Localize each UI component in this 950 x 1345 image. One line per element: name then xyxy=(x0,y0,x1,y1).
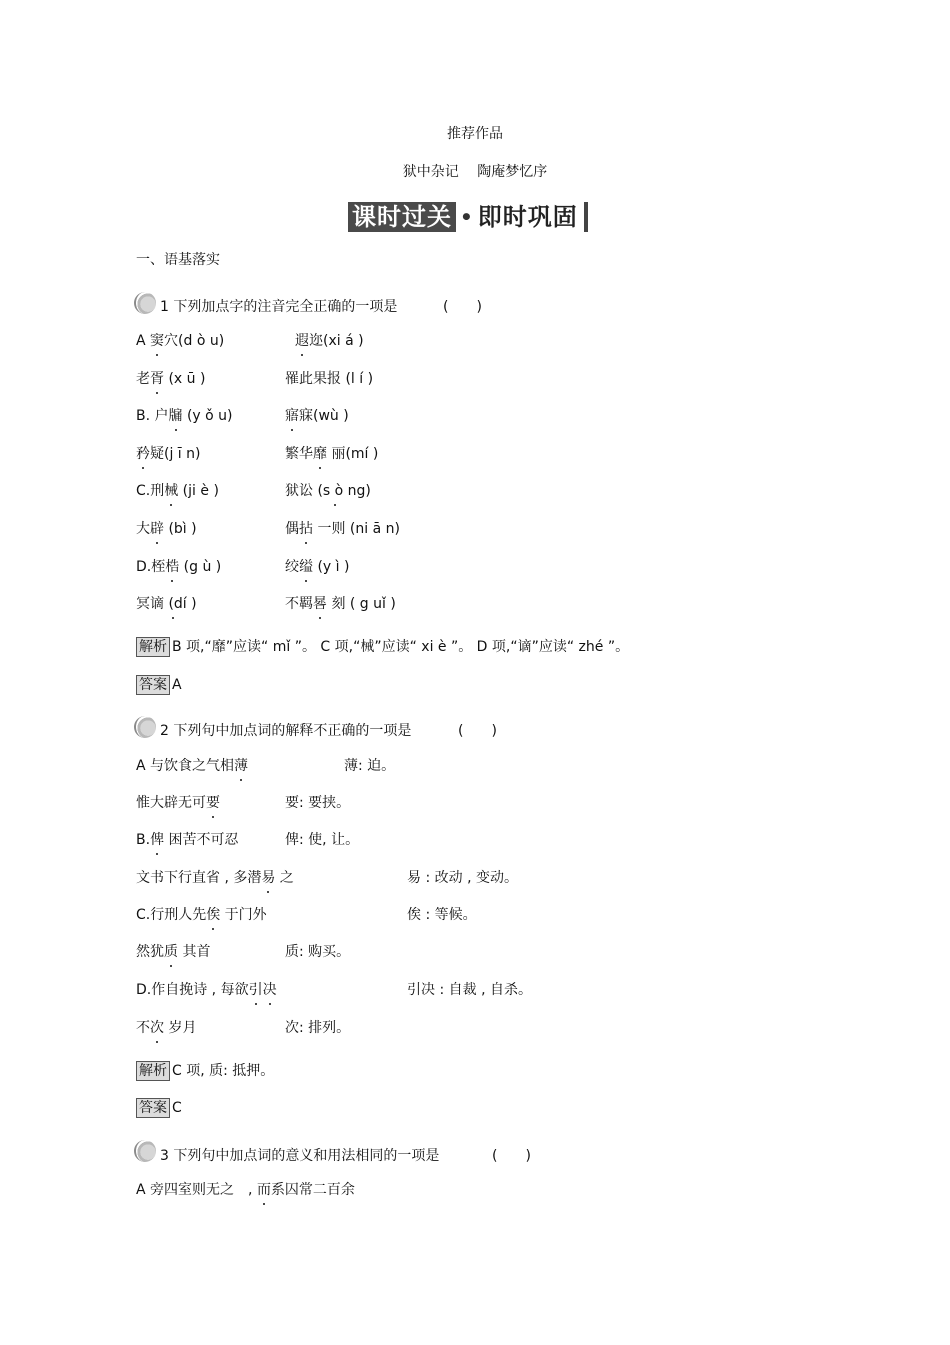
q1-option-b-right: 寤寐(wù ) xyxy=(285,408,349,424)
q2-stem: 2 下列句中加点词的解释不正确的一项是 xyxy=(160,723,412,739)
page-subtitle: 狱中杂记 陶庵梦忆序 xyxy=(402,164,548,180)
q2-option-a-right: 薄: 迫。 xyxy=(344,758,396,774)
answer-tag: 答案 xyxy=(136,1098,170,1118)
q2-option-b-left: B.俾 困苦不可忍 xyxy=(136,832,239,848)
q2-answer: 答案 C xyxy=(136,1098,182,1118)
q2-option-d-right: 引决 : 自裁 , 自杀。 xyxy=(407,982,532,998)
banner-left-text: 课时过关 xyxy=(348,202,456,232)
analysis-tag: 解析 xyxy=(136,1061,170,1081)
q2-option-b2-right: 易 : 改动 , 变动。 xyxy=(407,870,518,886)
q1-analysis: 解析 B 项,“靡”应读“ mǐ ”。 C 项,“械”应读“ xi è ”。 D 项,“谪”应读“ zhé ”。 xyxy=(136,637,629,657)
question-icon xyxy=(134,292,156,314)
q2-analysis: 解析 C 项, 质: 抵押。 xyxy=(136,1061,274,1081)
q2-option-d-left: D.作自挽诗 , 每欲引决 xyxy=(136,982,277,998)
q2-option-b2-left: 文书下行直省 , 多潜易 之 xyxy=(136,870,294,886)
q1-option-b2-left: 矜疑(j ī n) xyxy=(136,446,201,462)
q1-stem: 1 下列加点字的注音完全正确的一项是 xyxy=(160,299,398,315)
q1-option-a-left: A 窦穴(d ò u) xyxy=(136,333,225,349)
answer-tag: 答案 xyxy=(136,675,170,695)
q1-option-d2-left: 冥谪 (dí ) xyxy=(136,596,197,612)
q1-option-b2-right: 繁华靡 丽(mí ) xyxy=(285,446,379,462)
q1-paren: ( ) xyxy=(443,299,482,315)
q2-option-c2-right: 质: 购买。 xyxy=(285,944,351,960)
analysis-tag: 解析 xyxy=(136,637,170,657)
q2-option-d2-right: 次: 排列。 xyxy=(285,1020,351,1036)
q3-option-a: A 旁四室则无之 , 而系囚常二百余 xyxy=(136,1182,355,1198)
q2-option-c2-left: 然犹质 其首 xyxy=(136,944,211,960)
q1-answer: 答案 A xyxy=(136,675,182,695)
banner-bar xyxy=(584,202,588,232)
q1-option-c2-left: 大辟 (bì ) xyxy=(136,521,197,537)
q1-option-b-left: B. 户牖 (y ǒ u) xyxy=(136,408,233,424)
q1-option-c2-right: 偶拈 一则 (ni ā n) xyxy=(285,521,400,537)
banner-right-text: 即时巩固 xyxy=(477,202,578,231)
section-heading: 一、语基落实 xyxy=(136,252,220,268)
q1-option-d-left: D.桎梏 (g ù ) xyxy=(136,559,222,575)
q2-paren: ( ) xyxy=(458,723,497,739)
q1-option-c-left: C.刑械 (ji è ) xyxy=(136,483,219,499)
q2-option-c-right: 俟 : 等候。 xyxy=(407,907,477,923)
q2-option-d2-left: 不次 岁月 xyxy=(136,1020,197,1036)
q1-option-c-right: 狱讼 (s ò ng) xyxy=(285,483,371,499)
section-banner xyxy=(348,202,588,232)
banner-separator: • xyxy=(460,205,474,229)
q1-option-a-right: 遐迩(xi á ) xyxy=(295,333,364,349)
q3-stem: 3 下列句中加点词的意义和用法相同的一项是 xyxy=(160,1148,440,1164)
q3-paren: ( ) xyxy=(492,1148,531,1164)
q2-option-a-left: A 与饮食之气相薄 xyxy=(136,758,249,774)
q1-option-d2-right: 不羁晷 刻 ( g uǐ ) xyxy=(285,596,396,612)
q2-option-b-right: 俾: 使, 让。 xyxy=(285,832,360,848)
q2-option-c-left: C.行刑人先俟 于门外 xyxy=(136,907,267,923)
q1-option-a2-right: 罹此果报 (l í ) xyxy=(285,371,374,387)
page-title: 推荐作品 xyxy=(447,126,503,142)
question-icon xyxy=(134,716,156,738)
question-icon xyxy=(134,1140,156,1162)
q1-option-a2-left: 老胥 (x ū ) xyxy=(136,371,206,387)
q1-option-d-right: 绞缢 (y ì ) xyxy=(285,559,350,575)
q2-option-a2-left: 惟大辟无可要 xyxy=(136,795,220,811)
q2-option-a2-right: 要: 要挟。 xyxy=(285,795,351,811)
